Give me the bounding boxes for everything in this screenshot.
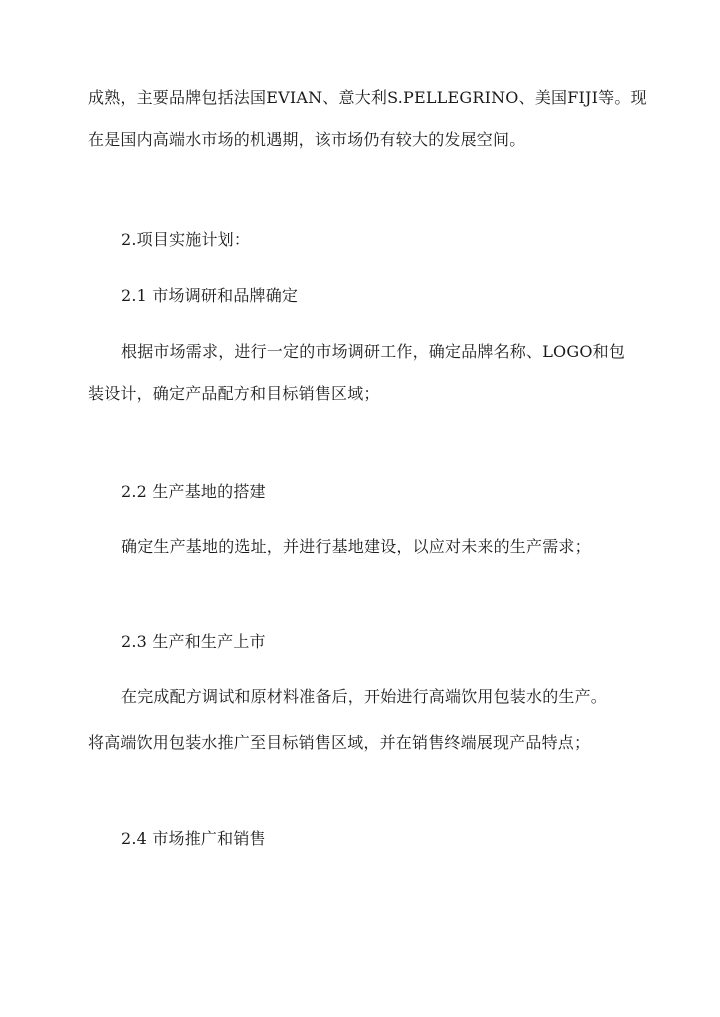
- subsection-heading-2-4: 2.4 市场推广和销售: [121, 829, 266, 848]
- subsection-heading-2-3: 2.3 生产和生产上市: [121, 632, 266, 651]
- subsection-heading-2-2: 2.2 生产基地的搭建: [121, 482, 266, 501]
- intro-paragraph-line-2: 在是国内高端水市场的机遇期，该市场仍有较大的发展空间。: [88, 130, 526, 149]
- intro-paragraph-line-1: 成熟，主要品牌包括法国EVIAN、意大利S.PELLEGRINO、美国FIJI等。现: [88, 88, 647, 107]
- subsection-2-1-body-line-1: 根据市场需求，进行一定的市场调研工作，确定品牌名称、LOGO和包: [121, 342, 626, 361]
- subsection-2-2-body-line-1: 确定生产基地的选址，并进行基地建设，以应对未来的生产需求；: [121, 537, 591, 556]
- section-heading: 2.项目实施计划：: [121, 230, 251, 249]
- subsection-2-1-body-line-2: 装设计，确定产品配方和目标销售区域；: [88, 384, 380, 403]
- subsection-heading-2-1: 2.1 市场调研和品牌确定: [121, 286, 299, 305]
- subsection-2-3-body-line-1: 在完成配方调试和原材料准备后，开始进行高端饮用包装水的生产。: [121, 687, 608, 706]
- subsection-2-3-body-line-2: 将高端饮用包装水推广至目标销售区域，并在销售终端展现产品特点；: [88, 733, 591, 752]
